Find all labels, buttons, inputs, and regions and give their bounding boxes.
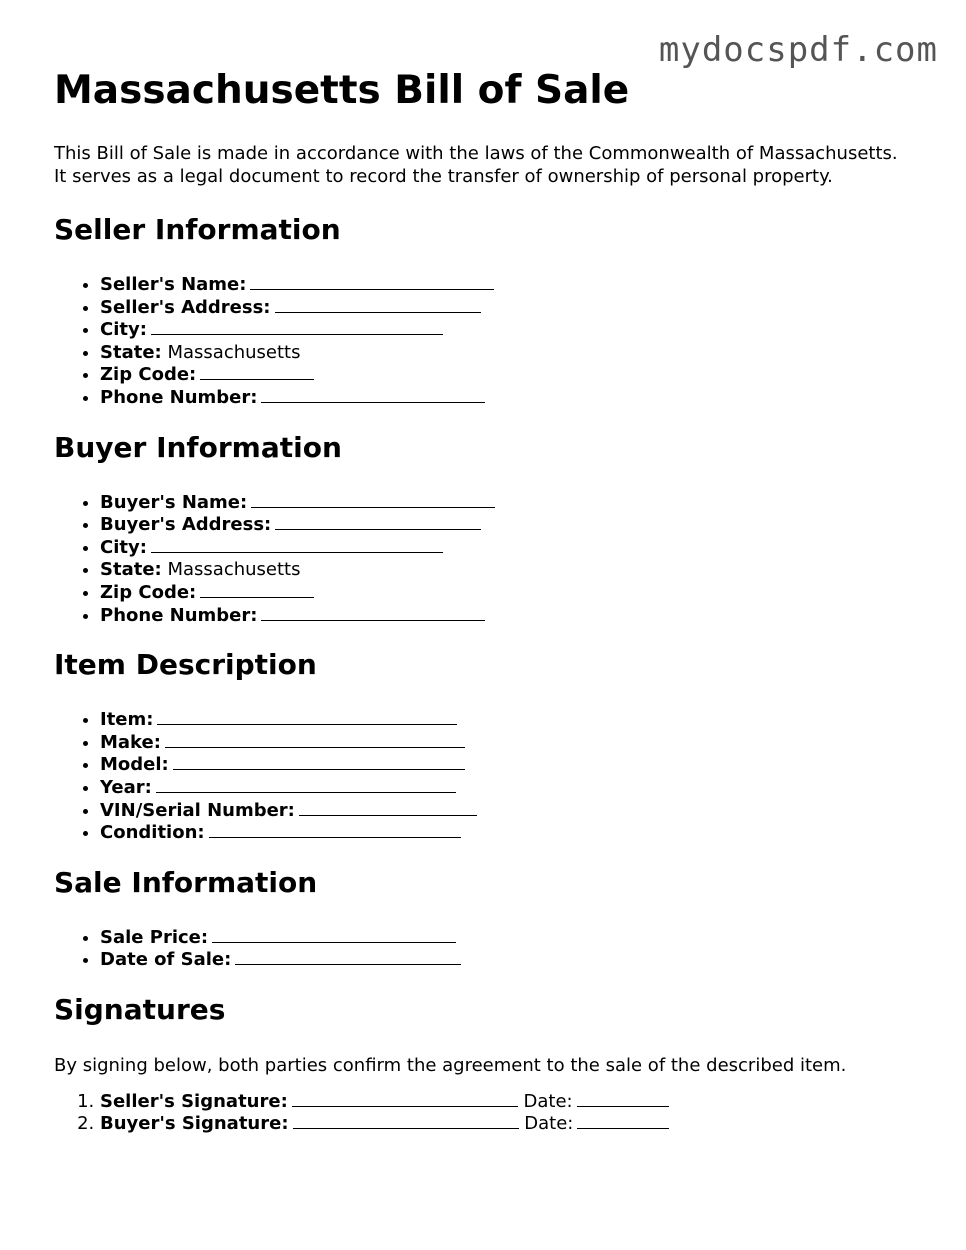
- list-item: [100, 492, 914, 515]
- signatures-heading: Signatures: [54, 992, 226, 1026]
- condition-field[interactable]: [209, 822, 461, 838]
- item-heading: Item Description: [54, 648, 317, 682]
- list-item: [100, 342, 914, 365]
- item-field[interactable]: [157, 709, 457, 725]
- list-item: [100, 319, 914, 342]
- seller-zip-label: Zip Code:: [100, 364, 197, 386]
- sale-date-field[interactable]: [235, 949, 461, 965]
- make-label: Make:: [100, 731, 161, 753]
- list-item: [100, 1091, 914, 1114]
- document-page: [54, 66, 914, 1154]
- list-item: [100, 514, 914, 537]
- intro-paragraph: This Bill of Sale is made in accordance with the laws of the Commonwealth of Massachusetts. It serves as a legal document to record the transfer of ownership of personal property.: [54, 143, 898, 187]
- vin-label: VIN/Serial Number:: [100, 799, 295, 821]
- buyer-signature-label: Buyer's Signature:: [100, 1113, 289, 1135]
- list-item: [100, 387, 914, 410]
- list-item: [100, 800, 914, 823]
- buyer-list: [54, 492, 914, 628]
- page-title: Massachusetts Bill of Sale: [54, 68, 630, 113]
- seller-name-label: Seller's Name:: [100, 274, 247, 295]
- buyer-heading: Buyer Information: [54, 430, 342, 464]
- model-label: Model:: [100, 754, 169, 776]
- list-item: [100, 732, 914, 755]
- seller-name-field[interactable]: [250, 274, 494, 290]
- seller-state-value: Massachusetts: [167, 341, 301, 363]
- seller-phone-field[interactable]: [261, 387, 485, 403]
- condition-label: Condition:: [100, 822, 205, 844]
- list-item: [100, 297, 914, 320]
- list-item: [100, 822, 914, 845]
- model-field[interactable]: [173, 754, 465, 770]
- sale-list: [54, 927, 914, 972]
- list-item: [100, 1113, 914, 1136]
- seller-city-field[interactable]: [151, 319, 443, 335]
- seller-zip-field[interactable]: [200, 364, 314, 380]
- buyer-name-field[interactable]: [251, 492, 495, 508]
- seller-city-label: City:: [100, 319, 147, 341]
- sale-heading: Sale Information: [54, 865, 318, 899]
- buyer-date-label: Date:: [524, 1113, 574, 1135]
- list-item: [100, 927, 914, 950]
- list-item: [100, 777, 914, 800]
- seller-signature-label: Seller's Signature:: [100, 1090, 288, 1112]
- vin-field[interactable]: [299, 800, 477, 816]
- sale-price-label: Sale Price:: [100, 926, 209, 948]
- list-item: [100, 274, 914, 297]
- buyer-date-field[interactable]: [577, 1113, 669, 1129]
- seller-address-field[interactable]: [275, 297, 481, 313]
- seller-phone-label: Phone Number:: [100, 386, 258, 408]
- year-field[interactable]: [156, 777, 456, 793]
- buyer-zip-field[interactable]: [200, 582, 314, 598]
- buyer-address-label: Buyer's Address:: [100, 514, 272, 536]
- buyer-state-value: Massachusetts: [167, 559, 301, 581]
- signatures-intro: By signing below, both parties confirm the agreement to the sale of the described item.: [54, 1054, 847, 1076]
- signatures-list: [54, 1091, 914, 1136]
- buyer-phone-label: Phone Number:: [100, 604, 258, 626]
- buyer-city-label: City:: [100, 536, 147, 558]
- sale-price-field[interactable]: [212, 927, 456, 943]
- list-item: [100, 709, 914, 732]
- seller-signature-field[interactable]: [292, 1091, 518, 1107]
- list-item: [100, 605, 914, 628]
- list-item: [100, 582, 914, 605]
- buyer-name-label: Buyer's Name:: [100, 491, 248, 513]
- year-label: Year:: [100, 776, 152, 798]
- item-label: Item:: [100, 709, 154, 731]
- buyer-phone-field[interactable]: [261, 605, 485, 621]
- seller-heading: Seller Information: [54, 213, 341, 246]
- sale-date-label: Date of Sale:: [100, 949, 232, 971]
- buyer-state-label: State:: [100, 559, 162, 581]
- list-item: [100, 364, 914, 387]
- item-list: [54, 709, 914, 845]
- watermark: mydocspdf.com: [658, 30, 938, 70]
- list-item: [100, 559, 914, 582]
- list-item: [100, 537, 914, 560]
- buyer-zip-label: Zip Code:: [100, 581, 197, 603]
- seller-state-label: State:: [100, 341, 162, 363]
- list-item: [100, 949, 914, 972]
- seller-address-label: Seller's Address:: [100, 296, 271, 318]
- seller-list: [54, 274, 914, 410]
- make-field[interactable]: [165, 732, 465, 748]
- list-item: [100, 754, 914, 777]
- buyer-city-field[interactable]: [151, 537, 443, 553]
- seller-date-field[interactable]: [577, 1091, 669, 1107]
- seller-date-label: Date:: [523, 1090, 573, 1112]
- buyer-signature-field[interactable]: [293, 1113, 519, 1129]
- buyer-address-field[interactable]: [275, 514, 481, 530]
